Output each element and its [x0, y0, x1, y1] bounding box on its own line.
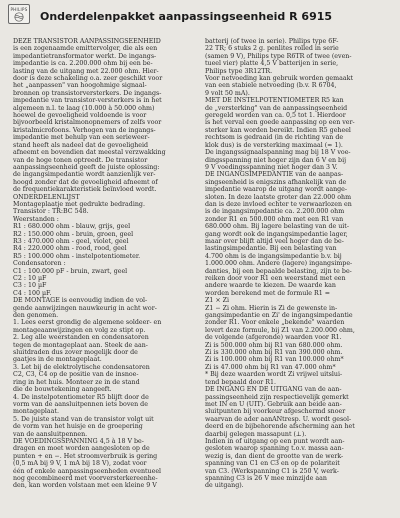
page-title: Onderdelenpakket aanpassingseenheid R 6915 [40, 10, 333, 23]
text-line: gang wordt ook de ingangsimpedantie lager, [205, 230, 348, 238]
text-line: impedantietransformator werkt. De ingangs- [13, 52, 157, 60]
text-line: ring in het huis. Monteer ze in de stand [13, 378, 140, 386]
text-line: andere waarde te kiezen. De waarde kan [205, 282, 336, 290]
text-line: tend bepaald door R1. [205, 378, 277, 386]
text-line: punten + en −. Het stroomverbruik is gering [13, 452, 158, 460]
text-line: de uitgang). [205, 482, 244, 490]
text-line: 680.000 ohm. Bij lagere belasting van de uit- [205, 223, 349, 231]
text-line: Montageplaatje met gedrukte bedrading. [13, 200, 145, 208]
text-line: Zi is 330.000 ohm bij R1 van 390.000 ohm. [205, 349, 343, 357]
text-line: lastingsimpedantie. Bij een belasting van [205, 245, 337, 253]
left-column [13, 38, 191, 490]
text-line: de vorm van het huisje en de groepering [13, 423, 143, 431]
text-line: R4 : 220.000 ohm - rood, rood, geel [13, 245, 127, 253]
text-line: dragen en moet worden aangesloten op de [13, 445, 150, 453]
text-line: is een zogenaamde emittervolger, die als een [13, 45, 158, 53]
text-line: Voor netvoeding kan gebruik worden gemaakt [205, 75, 353, 83]
text-line: tegen de montageplaat aan. Steek de aan- [13, 341, 148, 349]
text-line: DE INGANG EN DE UITGANG van de aan- [205, 386, 342, 394]
text-line: C2, C3, C4 op de positie van de insnoe- [13, 371, 139, 379]
text-line: danties, bij een bepaalde belasting, zijn te be- [205, 267, 352, 275]
text-line: van de aansluitpennen. [13, 430, 88, 438]
text-line: van C3. (Werkspanning C1 is 250 V, werk- [205, 467, 339, 475]
text-line: 22 TR; 6 stuks 2 g. penlites rolled in serie [205, 45, 339, 53]
text-line: impedantie is ca. 2.200.000 ohm bij een be- [13, 60, 153, 68]
text-line: C4 : 100 µF. [13, 289, 52, 297]
text-line: rechtsom is gedraaid (in de richting van de [205, 134, 344, 142]
text-line: deerd en de bijbehorende afscherming aan het [205, 423, 355, 431]
text-line: gaatjes in de montageplaat. [13, 356, 102, 364]
text-line: gangsimpedantie en Zi' de ingangsimpedantie [205, 312, 353, 320]
text-line: impedantie van transistor-versterkers is in het [13, 97, 162, 105]
text-line: 1.000.000 ohm. Andere (lagere) ingangsimpe- [205, 260, 353, 268]
text-line: impedantie met behulp van een serieweer- [13, 134, 150, 142]
text-line: gesloten waarop spanning t.o.v. massa aan- [205, 445, 344, 453]
text-line: door is deze schakeling o.a. zeer geschikt voor [13, 75, 163, 83]
text-line: Zi is 100.000 ohm bij R1 van 100.000 ohm* [205, 356, 344, 364]
text-line: worden berekend met de formule R1 = [205, 289, 331, 297]
text-line: C1 : 100.000 pF - bruin, zwart, geel [13, 267, 128, 275]
text-line: Weerstanden : [13, 215, 59, 223]
text-line: DE INGANGSIMPEDANTIE van de aanpas- [205, 171, 344, 179]
text-line: afneemt en bovendien dat meestal verzwakking [13, 149, 166, 157]
text-line: bronnen op transistorversterkers. De ingangs- [13, 89, 162, 97]
right-column [205, 38, 388, 490]
text-line: is het verval een goede aanpassing op een ver- [205, 119, 355, 127]
text-line: dingsspanning niet hoger zijn dan 6 V en bij [205, 156, 347, 164]
text-line: MET DE INSTELPOTENTIOMETER R5 kan [205, 97, 344, 105]
text-line: 4.700 ohm is de ingangsimpedantie b.v. bij [205, 252, 342, 260]
text-line: singseenheid is enigszins afhankelijk van de [205, 178, 347, 186]
text-line: hoewel de gevoeligheid voldoende is voor [13, 112, 147, 120]
logo-wordmark: PHILIPS [10, 6, 28, 12]
text-line: Z1 − Zi ohm. Hierin is Zi de gewenste in- [205, 304, 338, 312]
text-line: den genomen. [13, 312, 59, 320]
text-line: passingseenheid zijn respectievelijk gemerkt [205, 393, 349, 401]
text-line: batterij (of twee in serie). Philips type 6F- [205, 38, 339, 45]
text-line: DE VOEDINGSSPANNING 4,5 à 18 V be- [13, 437, 144, 445]
text-line: wezig is, dan dient de grootte van de werk- [205, 452, 344, 460]
text-line: reiken door voor R1 een weerstand met een [205, 275, 346, 282]
text-line: Transistor : TR:BC 548. [13, 208, 89, 216]
text-line: dan is deze invloed echter te verwaarlozen en [205, 200, 352, 208]
text-line: R2 : 150.000 ohm - bruin, groen, geel [13, 230, 134, 238]
text-line: ONDERDELENLIJST [13, 193, 80, 201]
text-line: sluitdraden dus zover mogelijk door de [13, 349, 138, 357]
text-line: DE MONTAGE is eenvoudig indien de vol- [13, 297, 148, 305]
text-line: aanpassingseenheid geeft de juiste oplossing: [13, 163, 160, 171]
text-line: Philips type 3R12TR. [205, 67, 273, 75]
text-line: van een stabiele netvoeding (b.v. R 6704, [205, 82, 337, 90]
text-line: van de hoge tonen optreedt. De transistor [13, 156, 148, 164]
text-line: die de bouwtekening aangeeft. [13, 386, 112, 394]
philips-logo [8, 4, 30, 24]
text-line: 1. Lees eerst grondig de algemene soldeer- en [13, 319, 162, 327]
text-line: één of enkele aanpassingseenheden eventueel [13, 467, 162, 475]
text-line: montageaanwijzingen en volg ze stipt op. [13, 326, 146, 334]
text-line: zonder R1. Voor enkele „bekende" waarden [205, 319, 345, 327]
text-line: Zi is 500.000 ohm bij R1 van 680.000 ohm. [205, 341, 343, 349]
text-line: de „versterking" van de aanpassingseenheid [205, 104, 348, 112]
text-line: lasting van de uitgang met 22.000 ohm. Hier- [13, 67, 159, 75]
text-line: 2. Leg alle weerstanden en condensatoren [13, 334, 149, 342]
text-line: Zi is 47.000 ohm bij R1 van 47.000 ohm* [205, 363, 336, 371]
text-line: R1 : 680.000 ohm - blauw, grijs, geel [13, 223, 131, 231]
text-line: klok dus) is de versterking maximaal (≈ 1). [205, 141, 343, 149]
text-line: kristalmicrofoons. Verhogen van de ingangs- [13, 126, 156, 134]
text-line: daarbij gelegen massapunt (⊥). [205, 430, 307, 438]
text-line: sterker kan worden bereikt. Indien R5 geheel [205, 126, 351, 134]
philips-shield-icon [13, 12, 25, 22]
text-line: sloten. In deze laatste groter dan 22.000 ohm [205, 193, 352, 201]
text-line: maar over blijft altijd veel hoger dan de be- [205, 237, 344, 245]
text-line: den, kan worden volstaan met een kleine 9 V [13, 482, 157, 490]
text-line: het „aanpassen" van hoogohmige signaal- [13, 82, 147, 90]
text-line: stand heeft als nadeel dat de gevoeligheid [13, 141, 149, 149]
text-line: impedantie waarop de uitgang wordt aange- [205, 186, 348, 194]
text-line: 9 volt 50 mA). [205, 89, 250, 97]
text-line: de frequentiekarakteristiek beïnvloed wordt. [13, 186, 157, 194]
text-line: (0,5 mA bij 9 V, 1 mA bij 18 V), zodat voor [13, 460, 147, 468]
text-line: Condensatoren : [13, 260, 66, 268]
text-line: vorm van de aansluitpennen iets boven de [13, 400, 148, 408]
text-line: zonder R1 en 500.000 ohm met een R1 van [205, 215, 344, 223]
text-line: geregeld worden van ca. 0,5 tot 1. Hierdoor [205, 112, 346, 120]
text-line: is de ingangsimpedantie ca. 2.200.000 ohm [205, 208, 345, 216]
text-line: gende aanwijzingen nauwkeurig in acht wor- [13, 304, 157, 312]
text-line: nog gecombineerd met voorversterkereenhe- [13, 474, 158, 482]
text-line: 5. De juiste stand van de transistor volgt uit [13, 415, 154, 423]
text-line: tueel vier) platte 4,5 V batterijen in serie, [205, 60, 339, 68]
text-line: 3. Let bij de elektrolytische condensatoren [13, 363, 150, 371]
text-line: spanning C3 is 26 V mee minzijde aan [205, 474, 327, 482]
text-line: Indien in of uitgang op een punt wordt aan- [205, 437, 345, 445]
text-line: R3 : 470.000 ohm - geel, violet, geel [13, 237, 129, 245]
text-line: waarvan de ader aanANtresp. U. wordt gesol- [205, 415, 352, 423]
text-line: algemeen n.l. te laag (10.000 à 50.000 ohm) [13, 104, 155, 112]
text-line: met IN en U (UIT). Gebruik aan beide aan- [205, 400, 342, 408]
text-line: sluitpunten bij voorkeur afgeschermd snoer [205, 408, 346, 416]
text-line: DEZE TRANSISTOR AANPASSINGSEENHEID [13, 38, 161, 45]
text-line: (samen 9 V), Philips type R6TR of twee (even- [205, 52, 352, 60]
text-line: bijvoorbeeld kristalmonopnemers of zelfs voor [13, 119, 162, 127]
text-line: 4. De instelpotentiometer R5 blijft door de [13, 393, 149, 401]
text-line: de ingangsimpedantie wordt aanzienlijk ver- [13, 171, 156, 179]
text-line: de volgende (afgeronde) waarden voor R1. [205, 334, 342, 342]
text-line: 9 V voedingsspanning niet hoger dan 3 V. [205, 163, 338, 171]
text-line: Z1 × Zi [205, 297, 230, 305]
text-line: montageplaat. [13, 408, 59, 416]
text-line: hoogd zonder dat de gevoeligheid afneemt of [13, 178, 158, 186]
text-line: C3 : 10 µF [13, 282, 47, 290]
text-line: spanning van C1 en C3 en op de polariteit [205, 460, 340, 468]
text-line: levert deze formule, bij Z1 van 2.200.000 ohm, [205, 326, 355, 334]
text-line: R5 : 100.000 ohm - instelpotentiometer. [13, 252, 141, 260]
text-line: * Bij deze waarden wordt Zi vrijwel uitslui- [205, 371, 343, 379]
text-line: De ingangssignaalspanning mag bij 18 V voe- [205, 149, 351, 157]
text-line: C2 : 10 µF [13, 275, 47, 282]
